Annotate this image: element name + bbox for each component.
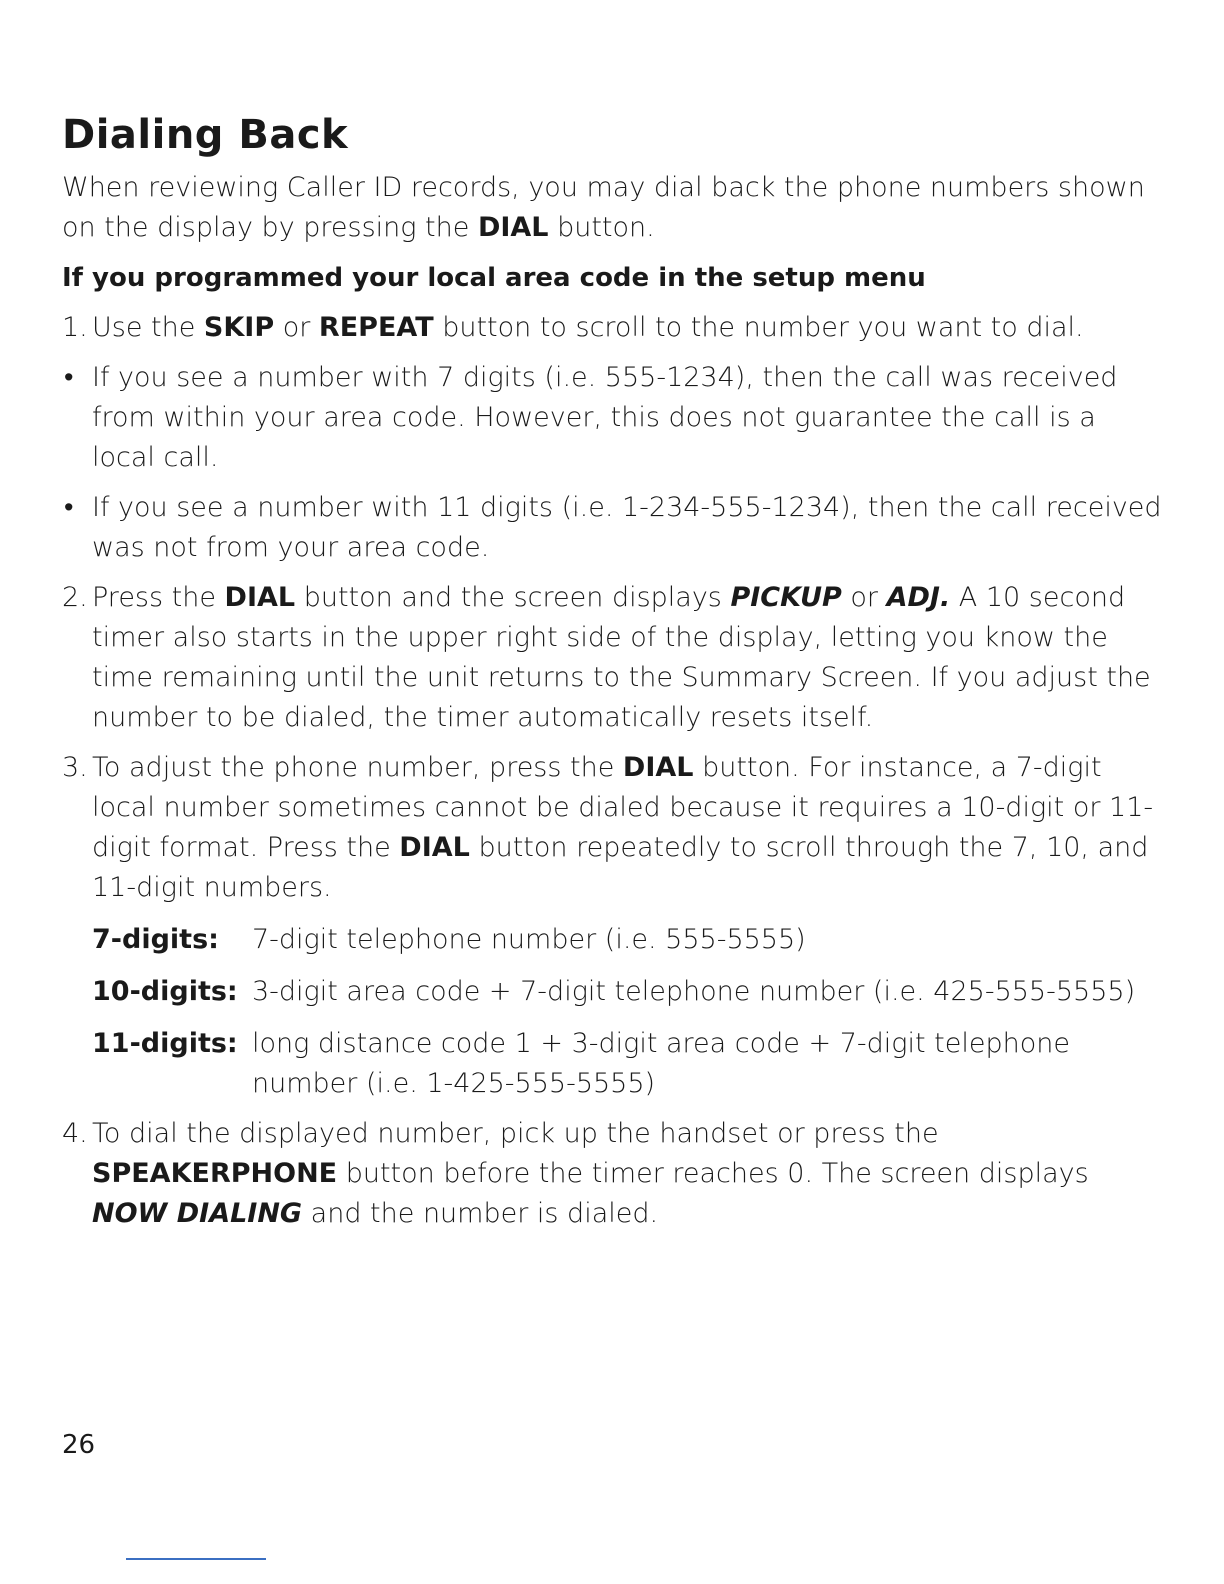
step-text: button. For instance, a 7-digit local number sometimes cannot be dialed because it requires a 10-digit or 11-digit format. Press the <box>92 752 1154 863</box>
step-number: 1. <box>62 312 88 343</box>
page-number: 26 <box>62 1430 96 1460</box>
digit-formats <box>92 920 1162 1104</box>
format-description: 3-digit area code + 7-digit telephone number (i.e. 425-555-5555) <box>252 976 1136 1007</box>
bullet-item <box>62 488 1162 568</box>
step-2 <box>62 578 1162 738</box>
dial-keyword: DIAL <box>477 212 549 243</box>
dial-keyword: DIAL <box>224 582 296 613</box>
step-text: Press the <box>92 582 225 613</box>
step-number: 3. <box>62 752 88 783</box>
step-text: Use the <box>92 312 204 343</box>
adj-keyword: ADJ. <box>886 582 951 613</box>
format-description: long distance code 1 + 3-digit area code + 7-digit telephone number (i.e. 1-425-555-5555) <box>252 1028 1070 1099</box>
intro-text: When reviewing Caller ID records, you may dial back the phone numbers shown on the display by pressing the <box>62 172 1145 243</box>
now-dialing-keyword: NOW DIALING <box>92 1198 303 1229</box>
bullet-icon: • <box>64 362 74 393</box>
step-text: To adjust the phone number, press the <box>92 752 623 783</box>
intro-text-end: button. <box>548 212 655 243</box>
step-text: button to scroll to the number you want to dial. <box>433 312 1084 343</box>
step-text: button repeatedly to scroll through the 7, 10, and 11-digit numbers. <box>92 832 1149 903</box>
pickup-keyword: PICKUP <box>730 582 842 613</box>
footer-divider <box>126 1558 266 1560</box>
format-row <box>92 920 1162 960</box>
step-text: button and the screen displays <box>295 582 731 613</box>
step-4 <box>62 1114 1162 1234</box>
step-text: or <box>274 312 319 343</box>
step-text: or <box>841 582 887 613</box>
format-row <box>92 972 1162 1012</box>
step-text: button before the timer reaches 0. The screen displays <box>337 1158 1089 1189</box>
repeat-keyword: REPEAT <box>318 312 434 343</box>
speakerphone-keyword: SPEAKERPHONE <box>92 1158 338 1189</box>
page-title: Dialing Back <box>62 112 349 158</box>
dial-keyword: DIAL <box>622 752 694 783</box>
step-text: and the number is dialed. <box>302 1198 659 1229</box>
bullet-item <box>62 358 1162 478</box>
format-description: 7-digit telephone number (i.e. 555-5555) <box>252 924 806 955</box>
format-label: 10-digits: <box>92 976 238 1007</box>
step-1 <box>62 308 1162 348</box>
step-3 <box>62 748 1162 908</box>
section-subheading: If you programmed your local area code in the setup menu <box>62 263 926 293</box>
step-text: A 10 second timer also starts in the upper right side of the display, letting you know the time remaining until the unit returns to the Summary Screen. If you adjust the number to be dialed, the timer automatically resets itself. <box>92 582 1151 733</box>
format-label: 7-digits: <box>92 924 219 955</box>
intro-paragraph <box>62 168 1162 248</box>
dial-keyword: DIAL <box>399 832 470 863</box>
step-number: 2. <box>62 582 88 613</box>
step-number: 4. <box>62 1118 88 1149</box>
step-text: To dial the displayed number, pick up the handset or press the <box>92 1118 939 1149</box>
page-content <box>62 112 1162 1234</box>
bullet-text: If you see a number with 7 digits (i.e. 555-1234), then the call was received from within your area code. However, this does not guarantee the call is a local call. <box>92 362 1118 473</box>
format-label: 11-digits: <box>92 1028 238 1059</box>
format-row <box>92 1024 1162 1104</box>
bullet-icon: • <box>64 492 74 523</box>
skip-keyword: SKIP <box>203 312 275 343</box>
bullet-text: If you see a number with 11 digits (i.e. 1-234-555-1234), then the call received was not from your area code. <box>92 492 1162 563</box>
